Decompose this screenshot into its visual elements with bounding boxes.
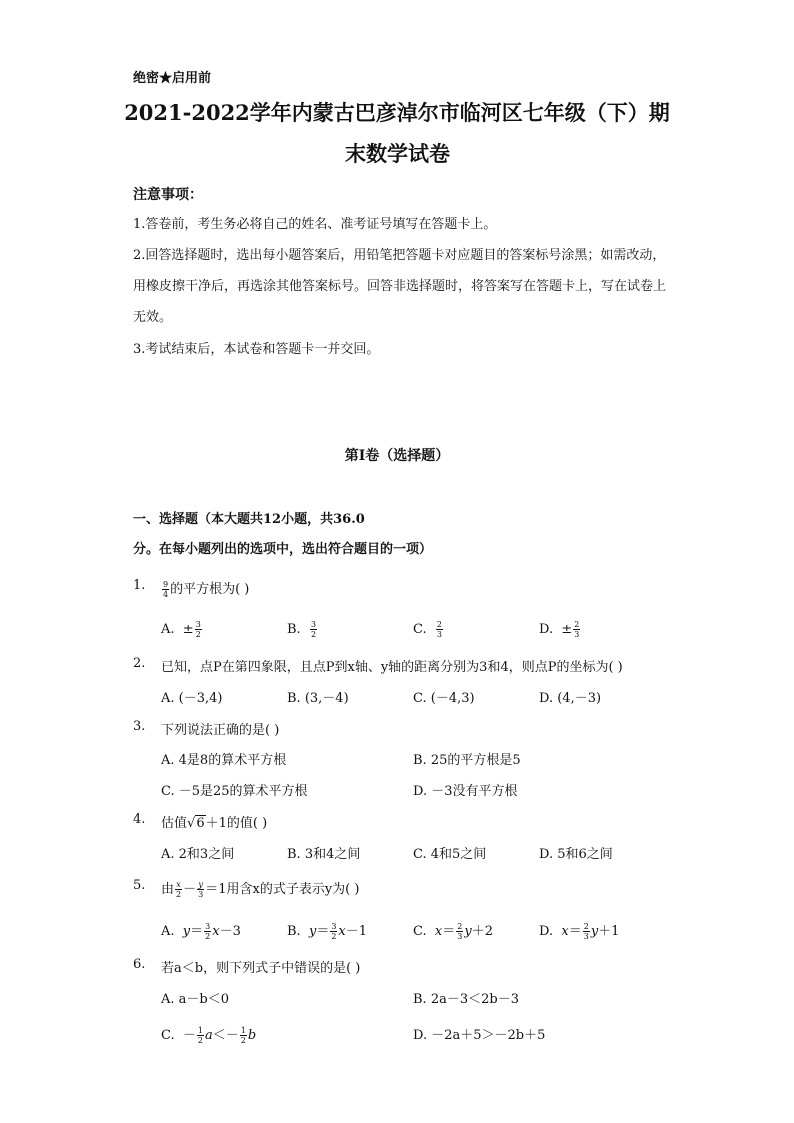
question-count: 12	[263, 512, 282, 527]
question-number: 4.	[133, 812, 146, 827]
question-stem: $\frac{9}{4}$ 的平方根为( )	[163, 580, 250, 599]
question-number: 3.	[133, 719, 146, 734]
q2-option-d[interactable]: D. (4,－3)	[539, 691, 602, 706]
section-title: 第I卷（选择题）	[344, 448, 450, 464]
q4-option-a[interactable]: A. 2和3之间	[161, 847, 235, 862]
q3-option-c[interactable]: C. －5是25的算术平方根	[161, 784, 308, 799]
notice-item-2: 2.回答选择题时，选出每小题答案后，用铅笔把答题卡对应题目的答案标号涂黑；如需改动，用橡皮擦干净后，再选涂其他答案标号。回答非选择题时，将答案写在答题卡上，写在试卷上无效。	[133, 248, 667, 325]
notice-heading: 注意事项：	[133, 187, 203, 203]
question-stem: 由 $\frac{x}{2}$ － $\frac{y}{3}$ ＝1用含x的式子表示y为( )	[161, 880, 360, 899]
q2-option-a[interactable]: A. (－3,4)	[161, 691, 223, 706]
q1-option-a[interactable]: A. ± $\frac{3}{2}$	[161, 620, 201, 639]
q4-option-b[interactable]: B. 3和4之间	[287, 847, 361, 862]
question-number: 5.	[133, 878, 146, 893]
q1-option-c[interactable]: C. $\frac{2}{3}$	[413, 620, 442, 639]
q1-option-d[interactable]: D. ± $\frac{2}{3}$	[539, 620, 580, 639]
notice-item-1: 1.答卷前，考生务必将自己的姓名、准考证号填写在答题卡上。	[133, 217, 497, 232]
q3-option-a[interactable]: A. 4是8的算术平方根	[161, 753, 287, 768]
question-number: 6.	[133, 957, 146, 972]
confidential-mark: 绝密★启用前	[133, 71, 212, 86]
part-mid: 小题，共	[281, 512, 334, 527]
part-one-instructions	[133, 505, 663, 565]
q3-option-b[interactable]: B. 25的平方根是5	[413, 753, 521, 768]
q2-option-b[interactable]: B. (3,－4)	[287, 691, 349, 706]
question-number: 1.	[133, 578, 146, 593]
part-tail: 分。在每小题列出的选项中，选出符合题目的一项）	[133, 542, 433, 557]
exam-title-line2: 末数学试卷	[345, 141, 450, 166]
q2-option-c[interactable]: C. (－4,3)	[413, 691, 475, 706]
q5-option-b[interactable]: B. y＝ $\frac{3}{2}$ x－1	[287, 922, 368, 941]
q4-option-d[interactable]: D. 5和6之间	[539, 847, 613, 862]
question-number: 2.	[133, 656, 146, 671]
q3-option-d[interactable]: D. －3没有平方根	[413, 784, 518, 799]
q6-option-a[interactable]: A. a－b＜0	[161, 992, 229, 1007]
q6-option-d[interactable]: D. －2a＋5＞－2b＋5	[413, 1028, 546, 1043]
question-stem: 下列说法正确的是( )	[161, 723, 280, 738]
q4-option-c[interactable]: C. 4和5之间	[413, 847, 487, 862]
q5-option-d[interactable]: D. x＝ $\frac{2}{3}$ y＋1	[539, 922, 620, 941]
q5-option-a[interactable]: A. y＝ $\frac{3}{2}$ x－3	[161, 922, 241, 941]
part-lead: 一、选择题（本大题共	[133, 512, 264, 527]
q6-option-b[interactable]: B. 2a－3＜2b－3	[413, 992, 519, 1007]
question-stem: 若a＜b，则下列式子中错误的是( )	[161, 961, 361, 976]
q6-option-c[interactable]: C. － $\frac{1}{2}$ a＜－ $\frac{1}{2}$ b	[161, 1026, 257, 1045]
total-score: 36.0	[333, 512, 365, 527]
question-stem: 已知，点P在第四象限，且点P到x轴、y轴的距离分别为3和4，则点P的坐标为( )	[161, 660, 623, 675]
exam-title-line1: 2021-2022学年内蒙古巴彦淖尔市临河区七年级（下）期	[124, 100, 670, 125]
q1-option-b[interactable]: B. $\frac{3}{2}$	[287, 620, 317, 639]
question-stem: 估值√6＋1的值( )	[161, 816, 268, 831]
notice-item-3: 3.考试结束后，本试卷和答题卡一并交回。	[133, 342, 380, 357]
q5-option-c[interactable]: C. x＝ $\frac{2}{3}$ y＋2	[413, 922, 493, 941]
